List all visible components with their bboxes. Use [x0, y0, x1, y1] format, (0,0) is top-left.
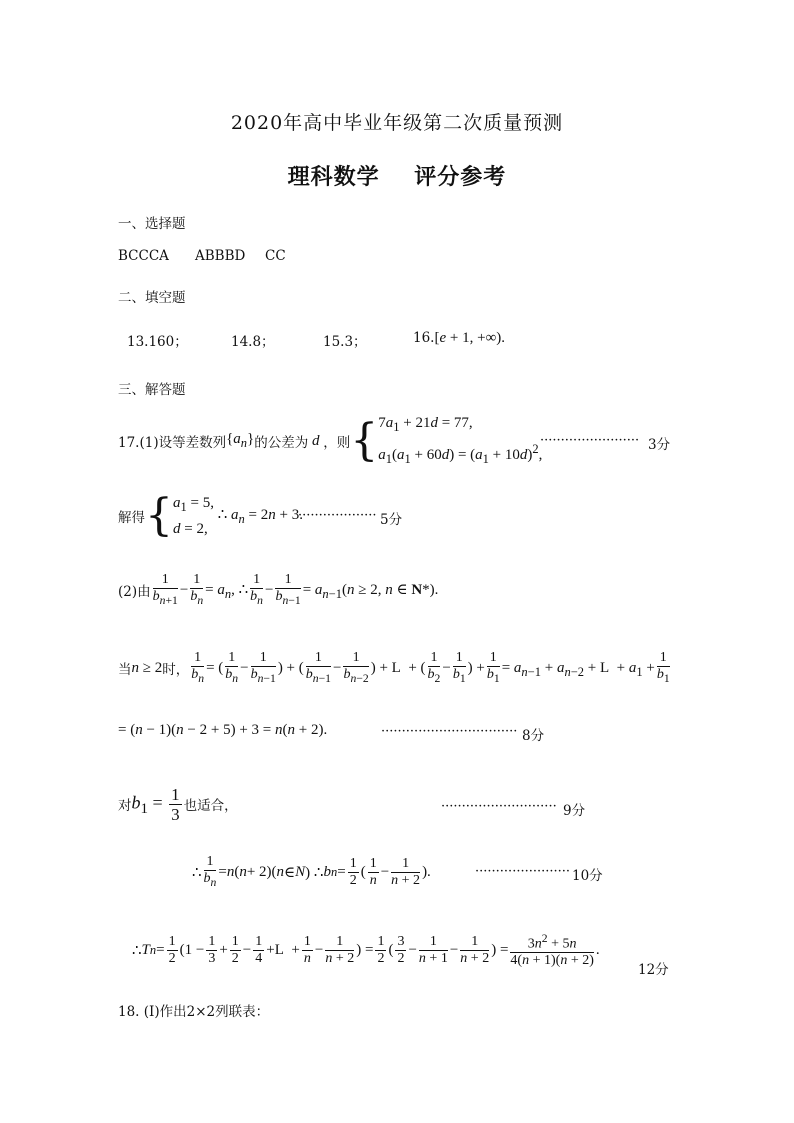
- choice-answers-group-2: ABBBD: [195, 248, 246, 264]
- fill-answer-13: 13.160；: [127, 334, 188, 350]
- q17-score-9: 9分: [563, 803, 586, 819]
- q17-also-prefix: 对: [118, 798, 132, 814]
- q17-n-condition: n ≥ 2: [131, 659, 163, 676]
- q17-part1-then: ，则: [323, 435, 351, 451]
- q17-part1-mid: 的公差为: [254, 435, 309, 451]
- q17-score-12: 12分: [638, 962, 669, 978]
- q17-telescoping: [118, 648, 672, 688]
- q18-intro: 18. (I)作出2×2列联表：: [118, 1004, 270, 1020]
- fill-answer-16: [413, 330, 505, 347]
- q17-when-suffix: 时，: [162, 662, 190, 678]
- fill-answer-16-label: 16.: [413, 330, 435, 346]
- q17-when-prefix: 当: [118, 662, 132, 678]
- q17-system-brace: {: [350, 415, 379, 466]
- section-heading-solve: 三、解答题: [118, 382, 186, 398]
- q17-solution: [118, 490, 303, 541]
- q17-part1: [118, 415, 543, 466]
- q17-score-3: 3分: [648, 437, 671, 453]
- q17-b1-value: $b_1$ = $\frac{1}{3}$: [131, 784, 180, 824]
- choice-answers-group-1: BCCCA: [118, 248, 169, 264]
- q17-solve-system: $a_1 = 5$, d = 2,: [173, 495, 214, 537]
- q17-dots-5: ···················: [298, 508, 377, 523]
- q17-score-5: 5分: [380, 512, 403, 528]
- fill-answer-15: 15.3；: [323, 334, 367, 350]
- q17-bn-formula: ∴ $\frac{1}{b_n}$ = n ( n + 2)( n ∈ N ) ∴ b n = $\frac{1}{2}$ ( $\frac{1}{n}$ − $\frac{1}{n + 2}$ ).: [192, 853, 431, 889]
- document-subtitle: 理科数学 评分参考: [287, 165, 507, 190]
- section-heading-choice: 一、选择题: [118, 216, 186, 232]
- q17-tn-formula: ∴ T n = $\frac{1}{2}$ (1 − $\frac{1}{3}$ + $\frac{1}{2}$ − $\frac{1}{4}$ +L + $\frac{1}{n}$ − $\frac{1}{n + 2}$ ) = $\frac{1}{2}$ ( $\frac{3}{2}$ − $\frac{1}{n + 1}$ − $\frac{1}{n + 2}$ ) = $\frac{3n^2 + 5n}{4(n + 1)(n + 2)}$ .: [132, 931, 600, 969]
- q17-seq-symbol: $\{a_n\}$: [226, 431, 255, 450]
- q17-part1-prefix: 17.(1)设等差数列: [118, 435, 227, 451]
- section-heading-fill: 二、填空题: [118, 290, 186, 306]
- q17-dots-9: ····························: [441, 799, 557, 814]
- fill-answer-16-formula: [e + 1, +∞).: [434, 330, 506, 346]
- q17-solve-prefix: 解得: [118, 510, 145, 526]
- q17-score-10: 10分: [572, 868, 603, 884]
- q17-part2-formula: $\frac{1}{b_{n+1}}$ − $\frac{1}{b_n}$ = $a_n$, ∴ $\frac{1}{b_n}$ − $\frac{1}{b_{n-1}}$ = $a_{n-1}(n \ge 2$, n ∈ N*).: [152, 571, 439, 607]
- q17-dots-8: ·································: [381, 724, 518, 739]
- q17-b1-check: [118, 782, 238, 826]
- q17-solve-brace: {: [145, 490, 173, 541]
- q17-an-formula: ∴ $a_n = 2n + 3$.: [213, 507, 303, 526]
- q17-equation-system: $7a_1 + 21d = 77$, $a_1(a_1 + 60d) = (a_1 + 10d)^2$,: [378, 415, 543, 466]
- choice-answers-group-3: CC: [265, 248, 286, 264]
- q17-dots-10: ·······················: [475, 864, 571, 879]
- q17-also-suffix: 也适合，: [183, 798, 238, 814]
- q17-sum-result: = (n − 1)(n − 2 + 5) + 3 = n(n + 2).: [118, 722, 328, 738]
- q17-part2-prefix: (2)由: [118, 584, 151, 600]
- fill-answer-14: 14.8；: [231, 334, 275, 350]
- q17-telescoping-formula: $\frac{1}{b_n}$ = ( $\frac{1}{b_n}$ − $\frac{1}{b_{n-1}}$ ) + ( $\frac{1}{b_{n-1}}$ − $\frac{1}{b_{n-2}}$ ) + L + ( $\frac{1}{b_2}$ − $\frac{1}{b_1}$ ) + $\frac{1}{b_1}$ = $a_{n-1} + a_{n-2} + L + a_1$ + $\frac{1}{b_1}$: [191, 649, 670, 685]
- q17-score-8: 8分: [522, 728, 545, 744]
- q17-d-symbol: d: [312, 432, 320, 449]
- q17-dots-3: ························: [540, 433, 640, 448]
- document-title: 2020年高中毕业年级第二次质量预测: [230, 112, 564, 134]
- q17-part2: [118, 570, 438, 610]
